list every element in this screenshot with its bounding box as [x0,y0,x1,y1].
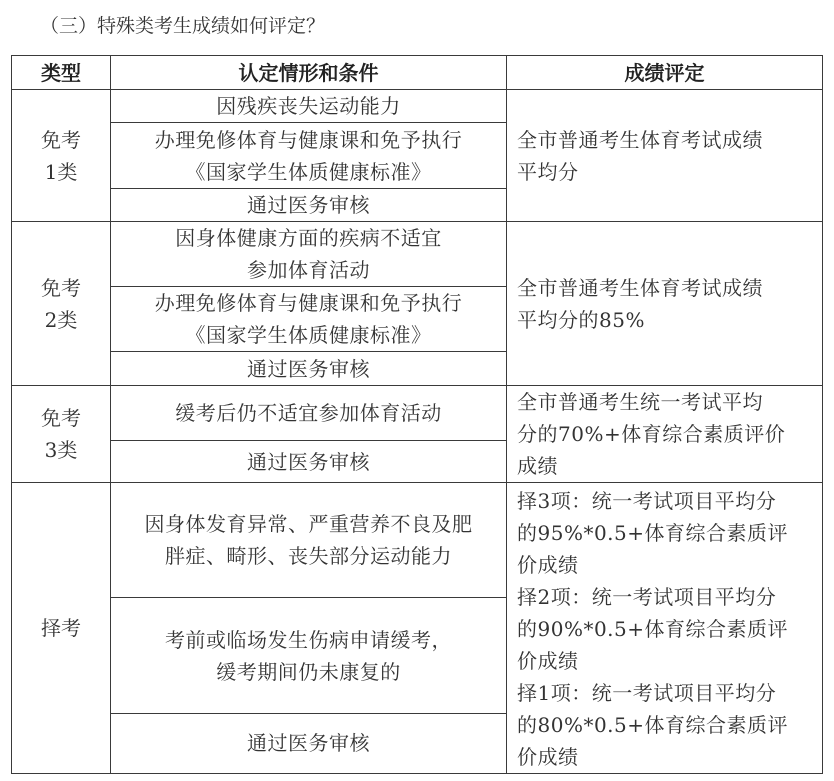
condition-line: 通过医务审核 [247,449,370,474]
type-cell [12,386,111,483]
type-line: 1类 [44,159,78,184]
result-line: 平均分 [517,159,579,184]
result-line: 成绩 [517,454,558,478]
result-line: 价成绩 [517,649,579,673]
type-line: 免考 [41,406,81,430]
condition-cell [111,713,507,773]
result-line: 择1项：统一考试项目平均分 [517,681,777,705]
type-line: 免考 [41,275,81,300]
result-line: 全市普通考生统一考试平均 [517,390,763,414]
result-line: 平均分的85% [517,307,645,332]
table-row [12,222,823,287]
result-cell [507,90,823,222]
table-row [12,90,823,123]
result-cell [507,222,823,386]
condition-line: 通过医务审核 [247,193,370,217]
section-heading: （三）特殊类考生成绩如何评定？ [40,15,326,37]
type-cell [12,222,111,386]
condition-cell [111,189,507,222]
condition-line: 通过医务审核 [247,731,370,756]
type-line: 免考 [41,127,81,152]
result-line: 价成绩 [517,553,579,577]
condition-line: 通过医务审核 [247,356,370,381]
condition-line: 缓考后仍不适宜参加体育活动 [175,401,442,425]
condition-cell [111,441,507,483]
result-cell [507,386,823,483]
condition-line: 《国家学生体质健康标准》 [185,159,432,184]
result-line: 择3项：统一考试项目平均分 [517,489,777,513]
header-type: 类型 [12,56,111,90]
condition-line: 因残疾丧失运动能力 [216,94,401,118]
result-line: 的90%*0.5+体育综合素质评 [517,617,789,641]
result-line: 价成绩 [517,745,579,769]
result-line: 择2项：统一考试项目平均分 [517,585,777,609]
condition-cell [111,222,507,287]
condition-line: 考前或临场发生伤病申请缓考， [165,627,452,652]
condition-line: 《国家学生体质健康标准》 [185,323,432,347]
condition-line: 办理免修体育与健康课和免予执行 [154,127,463,152]
result-line: 的80%*0.5+体育综合素质评 [517,713,789,737]
header-result: 成绩评定 [507,56,823,90]
condition-cell [111,287,507,352]
condition-cell [111,352,507,386]
result-line: 的95%*0.5+体育综合素质评 [517,521,789,545]
table-header-row [12,56,823,90]
header-condition: 认定情形和条件 [111,56,507,90]
condition-line: 参加体育活动 [247,258,370,282]
type-cell [12,90,111,222]
result-line: 全市普通考生体育考试成绩 [517,275,763,300]
condition-cell [111,598,507,713]
type-cell [12,483,111,774]
table-row [12,386,823,441]
condition-cell [111,386,507,441]
table-row [12,483,823,598]
condition-line: 因身体发育异常、严重营养不良及肥 [144,512,473,537]
condition-cell [111,90,507,123]
condition-line: 因身体健康方面的疾病不适宜 [175,226,442,250]
result-cell [507,483,823,774]
condition-cell [111,123,507,189]
grading-table [11,55,823,774]
type-line: 2类 [44,307,78,332]
type-line: 择考 [41,616,81,640]
condition-cell [111,483,507,598]
result-line: 分的70%+体育综合素质评价 [517,422,786,446]
condition-line: 胖症、畸形、丧失部分运动能力 [165,544,452,569]
condition-line: 缓考期间仍未康复的 [216,659,401,684]
condition-line: 办理免修体育与健康课和免予执行 [154,291,463,315]
type-line: 3类 [44,438,78,462]
result-line: 全市普通考生体育考试成绩 [517,127,763,152]
